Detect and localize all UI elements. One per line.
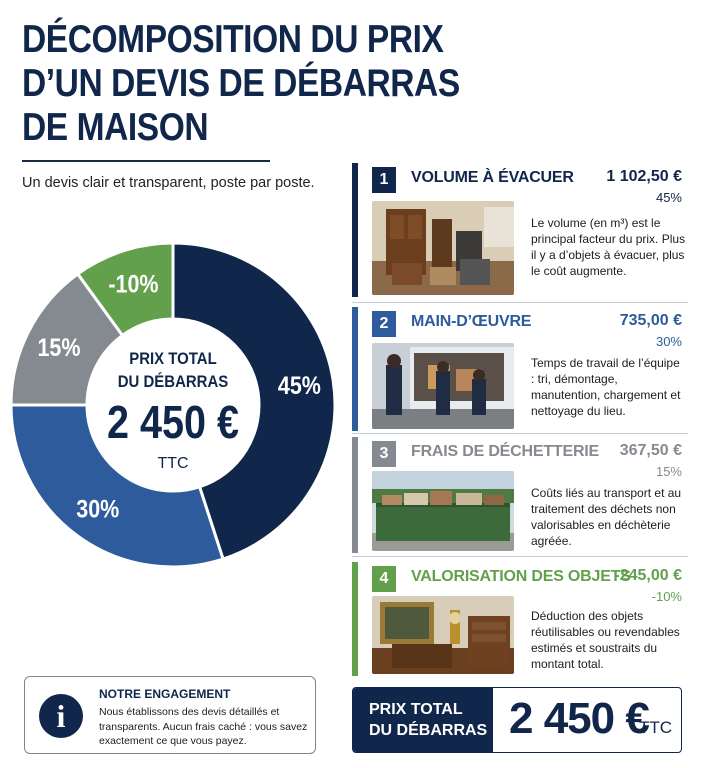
item-accent-bar (352, 163, 358, 297)
subtitle: Un devis clair et transparent, poste par poste. (22, 175, 315, 191)
title-line: DÉCOMPOSITION DU PRIX (22, 18, 444, 61)
engagement-body: Nous établissons des devis détaillés et transparents. Aucun frais caché : vous savez exactement ce que vous payez. (99, 706, 308, 747)
item-separator (352, 302, 688, 303)
total-label-line1: PRIX TOTAL (369, 701, 463, 718)
engagement-title: NOTRE ENGAGEMENT (99, 687, 231, 701)
donut-slice-label-2: 30% (76, 495, 120, 523)
title-divider (22, 160, 270, 162)
item-number: 3 (372, 441, 396, 467)
item-description: Déduction des objets réutilisables ou revendables estimés et soustraits du montant total. (531, 609, 680, 671)
cost-item-valuation (352, 562, 688, 676)
item-accent-bar (352, 437, 358, 553)
total-price-box (352, 687, 682, 753)
item-separator (352, 556, 688, 557)
total-label-line2: DU DÉBARRAS (369, 722, 488, 739)
item-amount: 735,00 € (619, 312, 682, 329)
item-separator (352, 433, 688, 434)
donut-slice-label-1: 45% (277, 371, 321, 400)
total-value: 2 450 € (509, 694, 649, 743)
item-description: Coûts liés au transport et au traitement des déchets non valorisables en déchèterie agréée. (531, 486, 682, 548)
item-accent-bar (352, 307, 358, 431)
cluttered-room-photo (372, 201, 514, 295)
donut-slice-label-3: 15% (37, 333, 81, 362)
item-percent: -10% (651, 589, 682, 604)
item-percent: 15% (655, 464, 682, 479)
item-name: VOLUME À ÉVACUER (411, 169, 574, 186)
donut-slice-label-4: -10% (108, 269, 159, 298)
page-title (22, 18, 460, 150)
donut-chart (0, 210, 340, 600)
total-label (353, 688, 493, 752)
item-number: 2 (372, 311, 396, 337)
title-line: D’UN DEVIS DE DÉBARRAS (22, 62, 460, 105)
item-percent: 30% (655, 334, 682, 349)
item-amount: -245,00 € (614, 567, 682, 584)
cost-item-disposal (352, 437, 688, 553)
center-label-line2: DU DÉBARRAS (117, 373, 229, 392)
title-line: DE MAISON (22, 106, 209, 149)
movers-truck-photo (372, 343, 514, 429)
item-description: Temps de travail de l’équipe : tri, démontage, manutention, chargement et nettoyage du lieu. (531, 356, 681, 418)
item-number: 4 (372, 566, 396, 592)
item-name: MAIN-D’ŒUVRE (411, 313, 532, 330)
dumpster-photo (372, 471, 514, 551)
antique-furniture-photo (372, 596, 514, 674)
item-accent-bar (352, 562, 358, 676)
item-amount: 1 102,50 € (606, 168, 682, 185)
item-description: Le volume (en m³) est le principal facteur du prix. Plus il y a d’objets à évacuer, plus le coût augmente. (531, 216, 686, 278)
item-name: VALORISATION DES OBJETS (411, 568, 631, 585)
info-icon: i (39, 694, 83, 738)
item-number: 1 (372, 167, 396, 193)
engagement-box (24, 676, 316, 754)
item-amount: 367,50 € (619, 442, 682, 459)
total-unit: TTC (639, 718, 673, 737)
cost-item-labor (352, 307, 688, 431)
cost-item-volume (352, 163, 688, 297)
item-percent: 45% (655, 190, 682, 205)
center-total-value: 2 450 € (107, 397, 239, 449)
center-total-unit: TTC (157, 455, 189, 472)
item-name: FRAIS DE DÉCHETTERIE (411, 443, 600, 460)
center-label-line1: PRIX TOTAL (129, 350, 217, 369)
